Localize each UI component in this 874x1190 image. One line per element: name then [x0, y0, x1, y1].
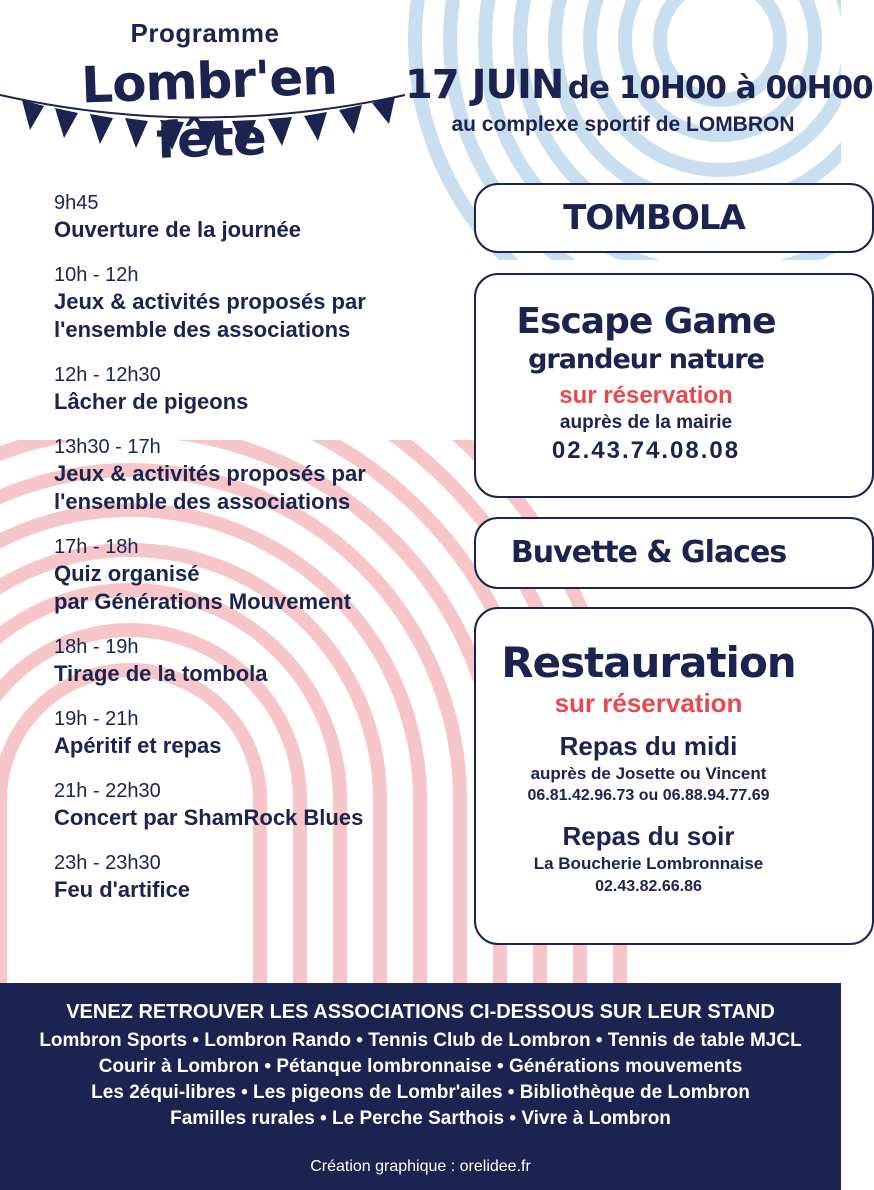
schedule-time: 12h - 12h30 — [54, 364, 161, 386]
schedule-title: Ouverture de la journée — [54, 217, 301, 242]
tombola-title: TOMBOLA — [563, 198, 745, 238]
escape-game-title: Escape Game — [516, 301, 776, 342]
lunch-phones: 06.81.42.96.73 ou 06.88.94.77.69 — [527, 787, 770, 804]
programme-label: Programme — [130, 18, 280, 48]
schedule-item — [54, 634, 454, 688]
lunch-where: auprès de Josette ou Vincent — [530, 764, 767, 783]
escape-game-subtitle: grandeur nature — [528, 344, 764, 375]
associations-list — [0, 1028, 841, 1132]
schedule-time: 9h45 — [54, 192, 99, 214]
schedule-title: Feu d'artifice — [54, 877, 191, 902]
event-title: Lombr'en fête — [80, 47, 338, 170]
schedule-item — [54, 434, 454, 516]
schedule-title: Jeux & activités proposés par — [54, 289, 366, 314]
escape-game-content — [476, 275, 816, 467]
design-credit: Création graphique : orelidee.fr — [310, 1158, 531, 1175]
schedule-time: 21h - 22h30 — [54, 780, 161, 802]
schedule-title: Concert par ShamRock Blues — [54, 805, 364, 830]
restauration-box — [474, 607, 874, 945]
schedule-title: par Générations Mouvement — [54, 589, 352, 614]
schedule-title: Tirage de la tombola — [54, 661, 268, 686]
associations-line: Les 2équi-libres • Les pigeons de Lombr'ailes • Bibliothèque de Lombron — [91, 1082, 750, 1103]
escape-game-where: auprès de la mairie — [559, 412, 733, 433]
schedule-title: Apéritif et repas — [54, 733, 222, 758]
dinner-where: La Boucherie Lombronnaise — [533, 854, 764, 873]
event-date-line — [405, 62, 873, 108]
lunch-title: Repas du midi — [559, 731, 738, 761]
tombola-box — [474, 183, 874, 253]
event-date: 17 JUIN — [405, 62, 564, 108]
schedule-time: 19h - 21h — [54, 708, 139, 730]
schedule-time: 13h30 - 17h — [54, 436, 161, 458]
schedule-time: 23h - 23h30 — [54, 852, 161, 874]
schedule-title: Quiz organisé — [54, 561, 200, 586]
associations-line: Lombron Sports • Lombron Rando • Tennis Club de Lombron • Tennis de table MJCL — [39, 1030, 802, 1051]
dinner-title: Repas du soir — [562, 821, 735, 851]
dinner-phone: 02.43.82.66.86 — [595, 878, 702, 895]
schedule-time: 18h - 19h — [54, 636, 139, 658]
schedule-item — [54, 706, 454, 760]
schedule-item — [54, 262, 454, 344]
event-venue: au complexe sportif de LOMBRON — [451, 113, 795, 136]
escape-game-phone: 02.43.74.08.08 — [551, 437, 741, 464]
footer-heading: VENEZ RETROUVER LES ASSOCIATIONS CI-DESSOUS SUR LEUR STAND — [66, 1001, 775, 1023]
event-hours: de 10H00 à 00H00 — [567, 70, 873, 106]
restauration-content — [476, 609, 821, 899]
schedule-time: 10h - 12h — [54, 264, 139, 286]
restauration-reservation: sur réservation — [554, 688, 743, 718]
schedule-list — [54, 190, 454, 922]
escape-game-box — [474, 273, 874, 498]
schedule-title: l'ensemble des associations — [54, 317, 351, 342]
schedule-item — [54, 850, 454, 904]
schedule-item — [54, 190, 454, 244]
schedule-title: Lâcher de pigeons — [54, 389, 249, 414]
restauration-title: Restauration — [501, 638, 796, 687]
schedule-item — [54, 778, 454, 832]
buvette-box — [474, 517, 874, 589]
schedule-time: 17h - 18h — [54, 536, 139, 558]
schedule-title: l'ensemble des associations — [54, 489, 351, 514]
buvette-title: Buvette & Glaces — [510, 535, 787, 570]
escape-game-reservation: sur réservation — [559, 382, 733, 409]
associations-line: Familles rurales • Le Perche Sarthois • Vivre à Lombron — [170, 1108, 671, 1129]
schedule-title: Jeux & activités proposés par — [54, 461, 366, 486]
associations-line: Courir à Lombron • Pétanque lombronnaise • Générations mouvements — [98, 1056, 743, 1077]
schedule-item — [54, 362, 454, 416]
schedule-item — [54, 534, 454, 616]
